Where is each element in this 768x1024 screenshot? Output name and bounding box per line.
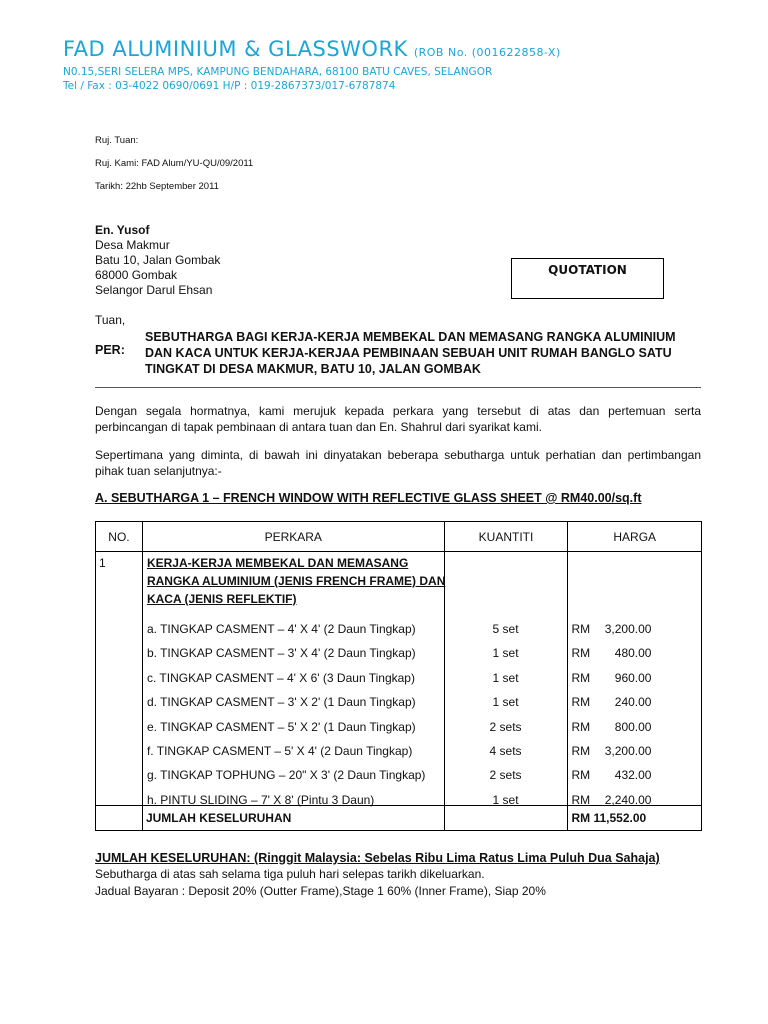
recipient-line4: Selangor Darul Ehsan [95, 283, 213, 297]
currency-label: RM [571, 744, 591, 758]
line-item-amount: 240.00 [614, 695, 652, 710]
line-item-qty: 1 set [492, 695, 519, 710]
currency-label: RM [571, 646, 591, 661]
per-label: PER: [95, 343, 125, 357]
validity-note: Sebutharga di atas sah selama tiga puluh hari selepas tarikh dikeluarkan. [95, 867, 485, 881]
line-item-desc: g. TINGKAP TOPHUNG – 20" X 3' (2 Daun Tingkap) [146, 768, 426, 783]
quotation-box: QUOTATION [511, 258, 664, 299]
line-item-qty: 5 set [492, 622, 519, 636]
section-title: A. SEBUTHARGA 1 – FRENCH WINDOW WITH REFLECTIVE GLASS SHEET @ RM40.00/sq.ft [95, 491, 642, 505]
header-kuantiti: KUANTITI [444, 522, 568, 552]
line-item-desc: d. TINGKAP CASMENT – 3' X 2' (1 Daun Tingkap) [146, 695, 416, 710]
line-item-amount: 3,200.00 [604, 622, 652, 636]
quotation-table [95, 521, 702, 831]
paragraph-2: Sepertimana yang diminta, di bawah ini dinyatakan beberapa sebutharga untuk perhatian dan pertimbangan pihak tuan selanjutnya:- [95, 448, 701, 478]
rob-number: (ROB No. (001622858-X) [413, 46, 561, 59]
line-item-qty: 2 sets [489, 719, 522, 734]
recipient-line2: Batu 10, Jalan Gombak [95, 253, 221, 267]
total-in-words: JUMLAH KESELURUHAN: (Ringgit Malaysia: Sebelas Ribu Lima Ratus Lima Puluh Dua Sahaja) [95, 851, 660, 865]
total-row [96, 806, 702, 831]
tarikh: Tarikh: 22hb September 2011 [95, 181, 219, 192]
payment-schedule: Jadual Bayaran : Deposit 20% (Outter Frame),Stage 1 60% (Inner Frame), Siap 20% [95, 884, 546, 898]
line-item-qty: 1 set [492, 792, 519, 807]
line-item-amount: 960.00 [614, 670, 652, 685]
line-item-desc: h. PINTU SLIDING – 7' X 8' (Pintu 3 Daun) [146, 792, 375, 807]
line-item-desc: b. TINGKAP CASMENT – 3' X 4' (2 Daun Tingkap) [146, 646, 416, 661]
company-name: FAD ALUMINIUM & GLASSWORK (ROB No. (001622858-X) [63, 37, 561, 61]
line-item-amount: 800.00 [614, 719, 652, 734]
divider [95, 387, 701, 388]
total-label: JUMLAH KESELURUHAN [142, 806, 444, 831]
header-harga: HARGA [568, 522, 702, 552]
line-item-qty: 1 set [492, 670, 519, 685]
line-item-qty: 2 sets [489, 768, 522, 783]
line-item-amount: 2,240.00 [604, 792, 652, 807]
currency-label: RM [571, 622, 591, 636]
recipient-name: En. Yusof [95, 223, 150, 237]
recipient-line1: Desa Makmur [95, 238, 170, 252]
line-item-desc: e. TINGKAP CASMENT – 5' X 2' (1 Daun Tingkap) [146, 719, 416, 734]
per-subject: SEBUTHARGA BAGI KERJA-KERJA MEMBEKAL DAN MEMASANG RANGKA ALUMINIUM DAN KACA UNTUK KERJA-KERJAA PEMBINAAN SEBUAH UNIT RUMAH BANGLO SATU TINGKAT DI DESA MAKMUR, BATU 10, JALAN GOMBAK [145, 330, 676, 376]
line-item-desc: f. TINGKAP CASMENT – 5' X 4' (2 Daun Tingkap) [146, 744, 413, 758]
currency-label: RM [571, 719, 591, 734]
line-item-qty: 4 sets [489, 744, 522, 758]
company-phone: Tel / Fax : 03-4022 0690/0691 H/P : 019-2867373/017-6787874 [63, 80, 396, 92]
currency-label: RM [571, 670, 591, 685]
line-item-amount: 480.00 [614, 646, 652, 661]
row-number: 1 [99, 556, 106, 570]
salutation: Tuan, [95, 313, 126, 327]
item-heading: KERJA-KERJA MEMBEKAL DAN MEMASANG RANGKA ALUMINIUM (JENIS FRENCH FRAME) DAN KACA (JENIS REFLEKTIF) [146, 556, 446, 606]
line-item-qty: 1 set [492, 646, 519, 661]
line-item-desc: c. TINGKAP CASMENT – 4' X 6' (3 Daun Tingkap) [146, 670, 415, 685]
recipient-line3: 68000 Gombak [95, 268, 178, 282]
ruj-tuan: Ruj. Tuan: [95, 135, 139, 146]
currency-label: RM [571, 695, 591, 710]
line-item-amount: 432.00 [614, 768, 652, 783]
header-no: NO. [96, 522, 143, 552]
line-item-desc: a. TINGKAP CASMENT – 4' X 4' (2 Daun Tingkap) [146, 622, 416, 636]
ruj-kami: Ruj. Kami: FAD Alum/YU-QU/09/2011 [95, 158, 254, 169]
currency-label: RM [571, 792, 591, 807]
paragraph-1: Dengan segala hormatnya, kami merujuk kepada perkara yang tersebut di atas dan pertemuan serta perbincangan di tapak pembinaan di antara tuan dan En. Shahrul dari syarikat kami. [95, 404, 701, 434]
table-header-row [96, 522, 702, 552]
header-perkara: PERKARA [142, 522, 444, 552]
table-row [96, 552, 702, 806]
total-value: RM 11,552.00 [568, 806, 702, 831]
line-item-amount: 3,200.00 [604, 744, 652, 758]
company-address: N0.15,SERI SELERA MPS, KAMPUNG BENDAHARA, 68100 BATU CAVES, SELANGOR [63, 66, 493, 78]
currency-label: RM [571, 768, 591, 783]
